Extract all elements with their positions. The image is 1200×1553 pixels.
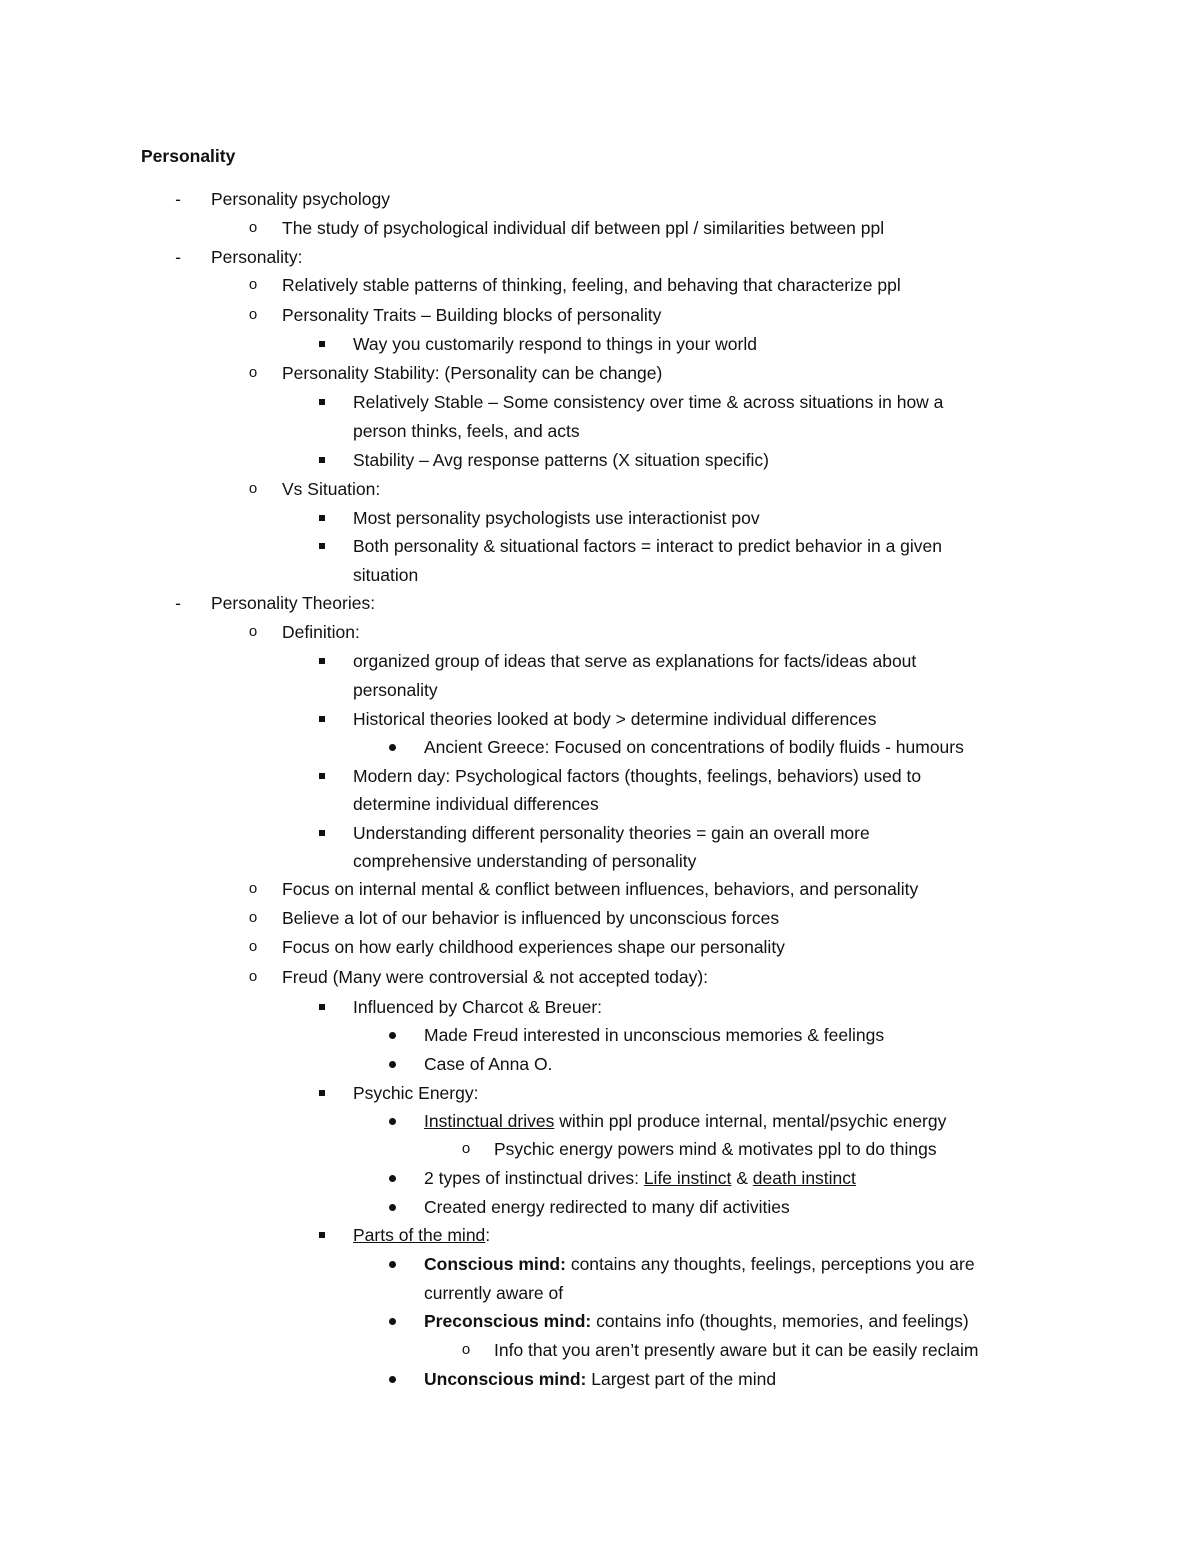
list-item <box>424 1107 946 1136</box>
list-item: Psychic energy powers mind & motivates ppl to do things <box>494 1139 937 1159</box>
list-item: Modern day: Psychological factors (thoughts, feelings, behaviors) used to <box>353 766 922 786</box>
item-text: within ppl produce internal, mental/psychic energy <box>554 1111 947 1131</box>
list-item: Psychic Energy: <box>353 1083 479 1103</box>
circle-bullet: o <box>461 1140 471 1157</box>
list-item: Historical theories looked at body > determine individual differences <box>353 709 877 729</box>
list-item: Stability – Avg response patterns (X situation specific) <box>353 450 770 470</box>
list-item: Created energy redirected to many dif activities <box>424 1197 790 1217</box>
list-item <box>424 1164 856 1193</box>
square-bullet <box>319 543 325 549</box>
dot-bullet <box>389 1061 396 1068</box>
dash-bullet: - <box>175 593 181 613</box>
dot-bullet <box>389 1376 396 1383</box>
list-item-continuation: comprehensive understanding of personality <box>353 851 697 871</box>
underlined-term: death instinct <box>752 1168 856 1188</box>
item-text: 2 types of instinctual drives: <box>424 1168 644 1188</box>
list-item-continuation: personality <box>353 680 438 700</box>
list-item: Ancient Greece: Focused on concentrations of bodily fluids - humours <box>424 737 964 757</box>
circle-bullet: o <box>248 623 258 640</box>
dot-bullet <box>389 1175 396 1182</box>
circle-bullet: o <box>461 1341 471 1358</box>
list-item: Personality: <box>211 247 303 267</box>
item-text: contains info (thoughts, memories, and feelings) <box>591 1311 969 1331</box>
list-item-continuation: currently aware of <box>424 1283 564 1303</box>
list-item: Info that you aren’t presently aware but it can be easily reclaim <box>494 1340 979 1360</box>
circle-bullet: o <box>248 219 258 236</box>
list-item-continuation: person thinks, feels, and acts <box>353 421 580 441</box>
list-item: Way you customarily respond to things in your world <box>353 334 757 354</box>
bold-term: Conscious mind: <box>424 1254 566 1274</box>
circle-bullet: o <box>248 909 258 926</box>
square-bullet <box>319 1004 325 1010</box>
list-item: Made Freud interested in unconscious memories & feelings <box>424 1025 885 1045</box>
list-item: Case of Anna O. <box>424 1054 553 1074</box>
item-text: contains any thoughts, feelings, perceptions you are <box>565 1254 975 1274</box>
list-item: Focus on how early childhood experiences shape our personality <box>282 937 785 957</box>
list-item: Influenced by Charcot & Breuer: <box>353 997 603 1017</box>
dash-bullet: - <box>175 247 181 267</box>
list-item: The study of psychological individual dif between ppl / similarities between ppl <box>282 218 885 238</box>
list-item: Definition: <box>282 622 360 642</box>
circle-bullet: o <box>248 364 258 381</box>
list-item: Understanding different personality theories = gain an overall more <box>353 823 870 843</box>
list-item: organized group of ideas that serve as explanations for facts/ideas about <box>353 651 917 671</box>
list-item: Relatively stable patterns of thinking, feeling, and behaving that characterize ppl <box>282 275 901 295</box>
list-item: Personality Stability: (Personality can be change) <box>282 363 663 383</box>
list-item: Personality Theories: <box>211 593 376 613</box>
square-bullet <box>319 1232 325 1238</box>
underlined-term: Parts of the mind <box>353 1225 486 1245</box>
circle-bullet: o <box>248 276 258 293</box>
square-bullet <box>319 830 325 836</box>
circle-bullet: o <box>248 480 258 497</box>
list-item <box>353 1221 490 1250</box>
list-item: Most personality psychologists use interactionist pov <box>353 508 760 528</box>
item-text: Largest part of the mind <box>586 1369 777 1389</box>
square-bullet <box>319 399 325 405</box>
dot-bullet <box>389 1204 396 1211</box>
item-text: : <box>485 1225 491 1245</box>
underlined-term: Instinctual drives <box>424 1111 555 1131</box>
square-bullet <box>319 1090 325 1096</box>
list-item: Focus on internal mental & conflict between influences, behaviors, and personality <box>282 879 919 899</box>
list-item: Personality Traits – Building blocks of personality <box>282 305 662 325</box>
list-item <box>424 1307 969 1336</box>
circle-bullet: o <box>248 306 258 323</box>
dot-bullet <box>389 1261 396 1268</box>
circle-bullet: o <box>248 968 258 985</box>
square-bullet <box>319 515 325 521</box>
list-item: Personality psychology <box>211 189 390 209</box>
dot-bullet <box>389 744 396 751</box>
list-item-continuation: determine individual differences <box>353 794 599 814</box>
list-item <box>424 1250 975 1279</box>
list-item: Both personality & situational factors = interact to predict behavior in a given <box>353 536 943 556</box>
dot-bullet <box>389 1032 396 1039</box>
dot-bullet <box>389 1318 396 1325</box>
bold-term: Preconscious mind: <box>424 1311 592 1331</box>
underlined-term: Life instinct <box>643 1168 732 1188</box>
square-bullet <box>319 716 325 722</box>
list-item <box>424 1365 776 1394</box>
square-bullet <box>319 773 325 779</box>
list-item: Freud (Many were controversial & not accepted today): <box>282 967 709 987</box>
document-title: Personality <box>141 146 236 166</box>
circle-bullet: o <box>248 938 258 955</box>
dash-bullet: - <box>175 189 181 209</box>
square-bullet <box>319 658 325 664</box>
square-bullet <box>319 341 325 347</box>
square-bullet <box>319 457 325 463</box>
list-item-continuation: situation <box>353 565 419 585</box>
list-item: Believe a lot of our behavior is influenced by unconscious forces <box>282 908 780 928</box>
circle-bullet: o <box>248 880 258 897</box>
dot-bullet <box>389 1118 396 1125</box>
bold-term: Unconscious mind: <box>424 1369 587 1389</box>
item-text: & <box>731 1168 753 1188</box>
list-item: Relatively Stable – Some consistency over time & across situations in how a <box>353 392 944 412</box>
list-item: Vs Situation: <box>282 479 381 499</box>
